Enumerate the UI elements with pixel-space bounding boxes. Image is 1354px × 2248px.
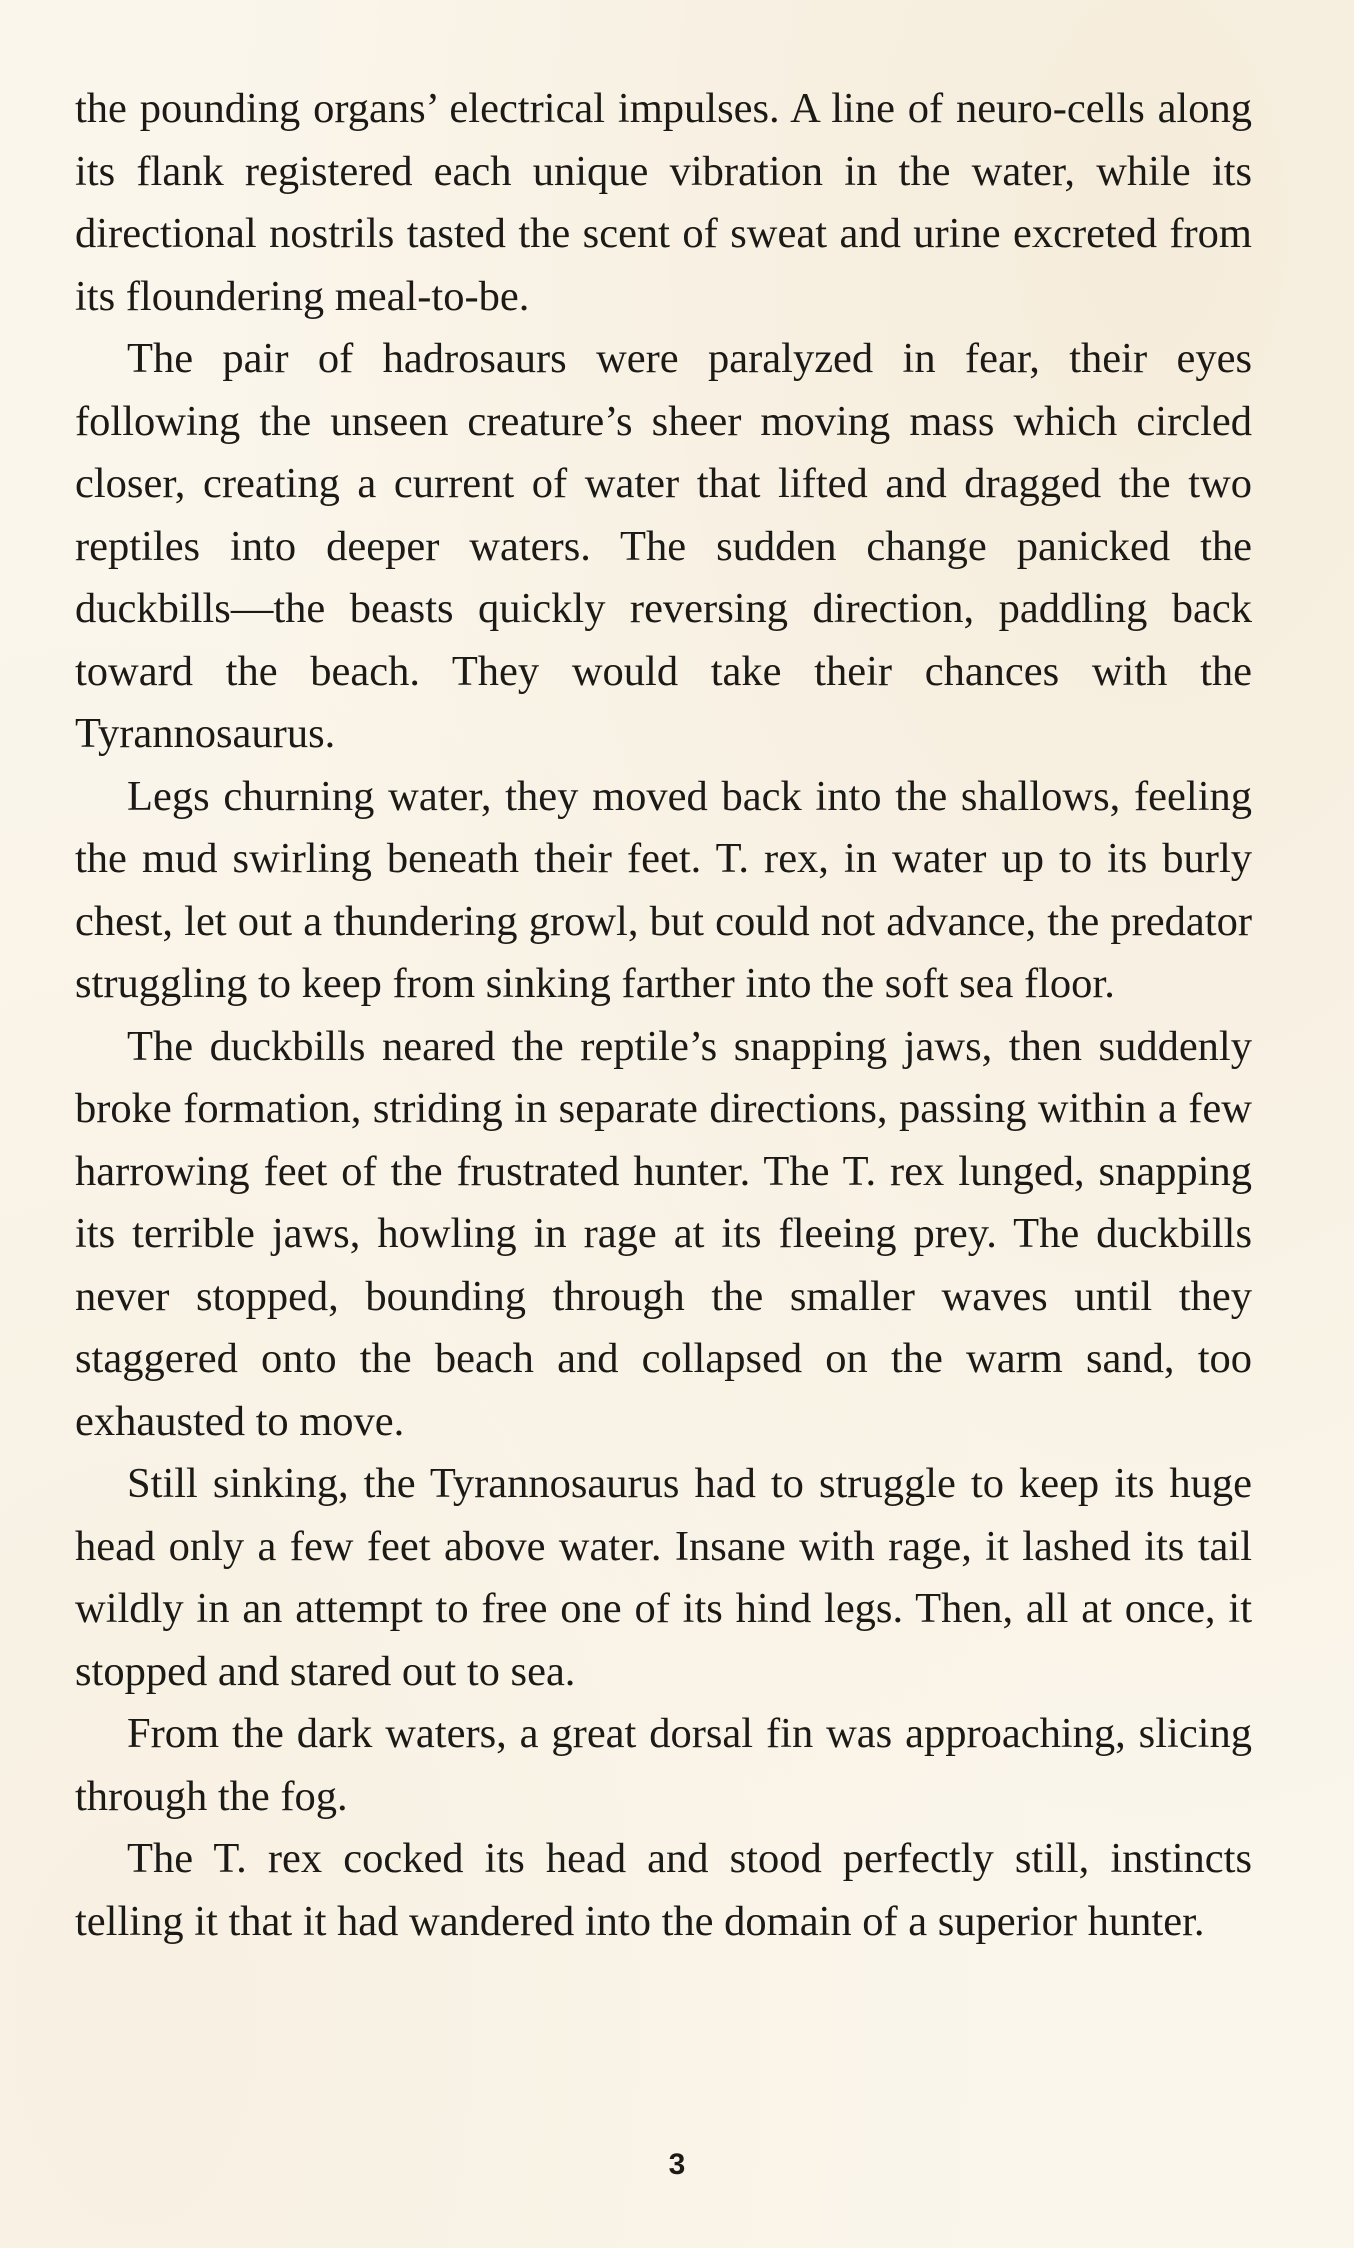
paragraph: From the dark waters, a great dorsal fin was approaching, slicing through the fog. [75, 1710, 1252, 1820]
body-text [75, 78, 1252, 1953]
paragraph: The duckbills neared the reptile’s snapping jaws, then suddenly broke formation, striding in separate directions, passing within a few harrowing feet of the frustrated hunter. The T. rex lunged, snapping its terrible jaws, howling in rage at its fleeing prey. The duckbills never stopped, bounding through the smaller waves until they staggered onto the beach and collapsed on the warm sand, too exhausted to move. [75, 1022, 1252, 1445]
paragraph: Legs churning water, they moved back into the shallows, feeling the mud swirling beneath their feet. T. rex, in water up to its burly chest, let out a thundering growl, but could not advance, the predator struggling to keep from sinking farther into the soft sea floor. [75, 772, 1252, 1007]
paragraph: The T. rex cocked its head and stood perfectly still, instincts telling it that it had wandered into the domain of a superior hunter. [75, 1835, 1252, 1945]
page-number: 3 [668, 2148, 686, 2181]
paragraph: Still sinking, the Tyrannosaurus had to struggle to keep its huge head only a few feet above water. Insane with rage, it lashed its tail wildly in an attempt to free one of its hind legs. Then, all at once, it stopped and stared out to sea. [75, 1460, 1252, 1695]
paragraph-continued: the pounding organs’ electrical impulses. A line of neuro-cells along its flank registered each unique vibration in the water, while its directional nostrils tasted the scent of sweat and urine excreted from its floundering meal-to-be. [75, 85, 1252, 320]
paragraph: The pair of hadrosaurs were paralyzed in fear, their eyes following the unseen creature’s sheer moving mass which circled closer, creating a current of water that lifted and dragged the two reptiles into deeper waters. The sudden change panicked the duckbills—the beasts quickly reversing direction, paddling back toward the beach. They would take their chances with the Tyrannosaurus. [75, 335, 1252, 757]
